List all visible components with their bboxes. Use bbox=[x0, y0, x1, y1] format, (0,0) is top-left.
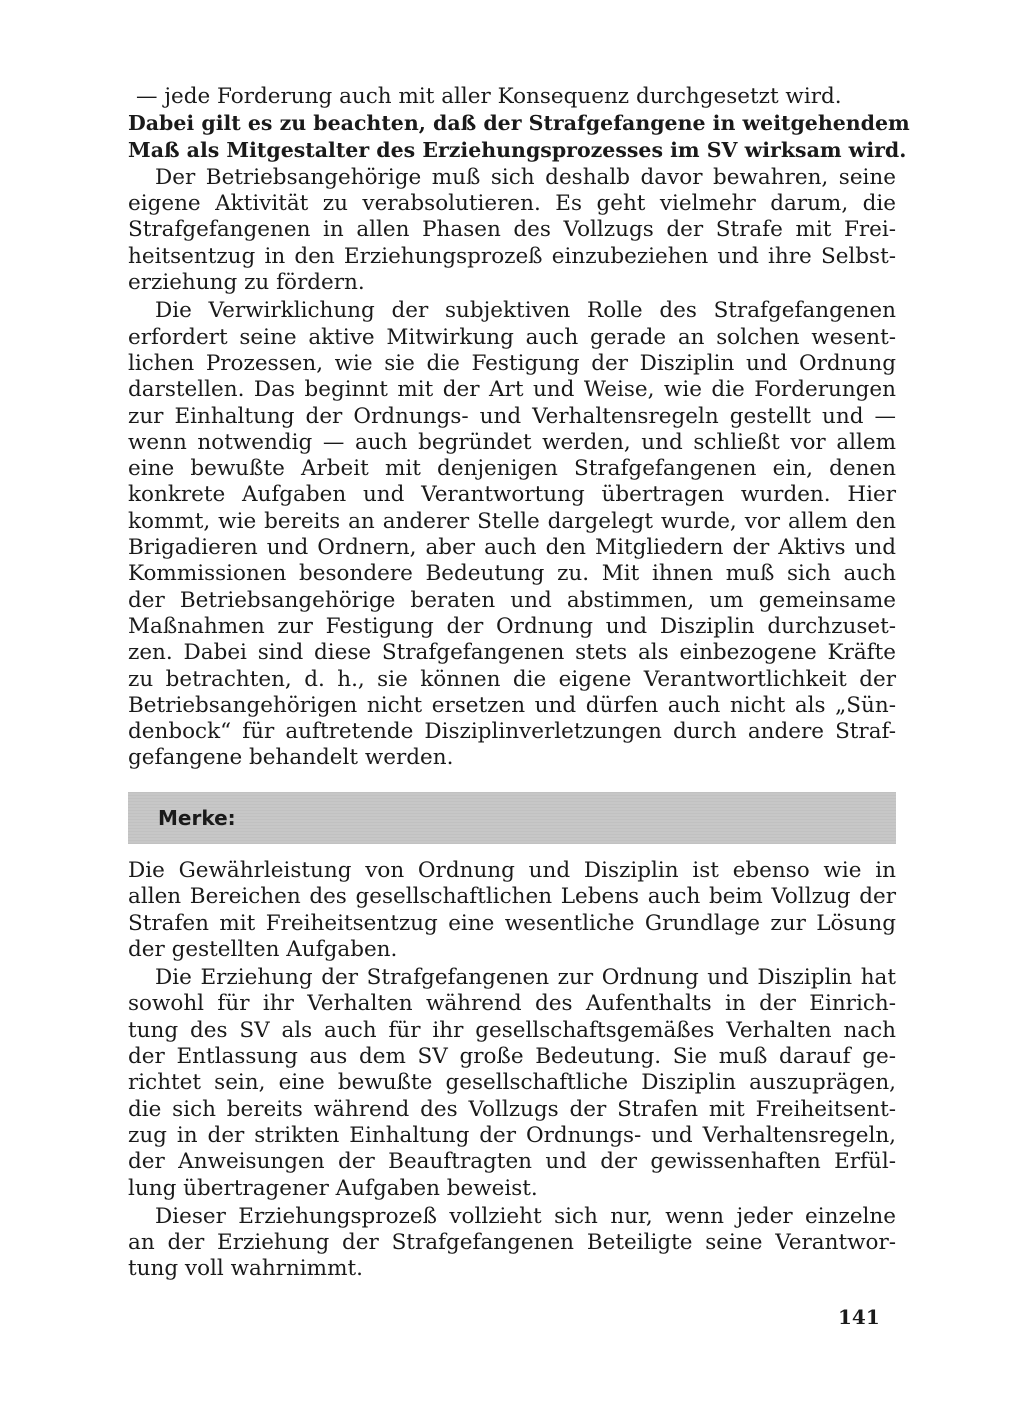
text-line: Strafen mit Freiheitsentzug eine wesentliche Grundlage zur Lösung bbox=[128, 910, 896, 936]
bold-line: Dabei gilt es zu beachten, daß der Strafgefangene in weitgehendem bbox=[128, 111, 910, 136]
text-line: Die Gewährleistung von Ordnung und Disziplin ist ebenso wie in bbox=[128, 858, 896, 883]
text-line: der gestellten Aufgaben. bbox=[128, 936, 398, 962]
merke-label: Merke: bbox=[158, 806, 236, 830]
text-line: Der Betriebsangehörige muß sich deshalb davor bewahren, seine bbox=[155, 164, 896, 190]
text-line: Kommissionen besondere Bedeutung zu. Mit ihnen muß sich auch bbox=[128, 561, 896, 587]
intro-line: — jede Forderung auch mit aller Konsequenz durchgesetzt wird. bbox=[136, 84, 842, 109]
text-line: Brigadieren und Ordnern, aber auch den Mitgliedern der Aktivs und bbox=[128, 535, 896, 561]
bold-paragraph bbox=[128, 110, 910, 163]
text-line: tung voll wahrnimmt. bbox=[128, 1256, 363, 1282]
text-line: wenn notwendig — auch begründet werden, und schließt vor allem bbox=[128, 429, 896, 455]
upper-text-section bbox=[128, 84, 910, 772]
text-line: tung des SV als auch für ihr gesellschaftsgemäßes Verhalten nach bbox=[128, 1017, 896, 1043]
text-line: Dieser Erziehungsprozeß vollzieht sich nur, wenn jeder einzelne bbox=[155, 1203, 896, 1229]
text-line: lung übertragener Aufgaben beweist. bbox=[128, 1175, 538, 1201]
text-line: Die Verwirklichung der subjektiven Rolle des Strafgefangenen bbox=[155, 298, 896, 324]
text-line: sowohl für ihr Verhalten während des Aufenthalts in der Einrich- bbox=[128, 991, 896, 1017]
text-line: zen. Dabei sind diese Strafgefangenen stets als einbezogene Kräfte bbox=[128, 640, 896, 666]
text-line: an der Erziehung der Strafgefangenen Beteiligte seine Verantwor- bbox=[128, 1230, 896, 1256]
paragraph-2 bbox=[128, 298, 896, 771]
text-line: kommt, wie bereits an anderer Stelle dargelegt wurde, vor allem den bbox=[128, 508, 896, 534]
text-line: Die Erziehung der Strafgefangenen zur Ordnung und Disziplin hat bbox=[155, 965, 896, 991]
text-line: Maßnahmen zur Festigung der Ordnung und Disziplin durchzuset- bbox=[128, 613, 896, 639]
paragraph-4 bbox=[128, 965, 896, 1202]
text-line: zur Einhaltung der Ordnungs- und Verhaltensregeln gestellt und — bbox=[128, 403, 896, 429]
text-line: der Betriebsangehörige beraten und abstimmen, um gemeinsame bbox=[128, 587, 896, 613]
text-line: Betriebsangehörigen nicht ersetzen und dürfen auch nicht als „Sün- bbox=[128, 692, 896, 718]
text-line: der Entlassung aus dem SV große Bedeutung. Sie muß darauf ge- bbox=[128, 1044, 896, 1070]
paragraph-1 bbox=[128, 165, 896, 296]
text-line: zu betrachten, d. h., sie können die eigene Verantwortlichkeit der bbox=[128, 666, 896, 692]
text-line: zug in der strikten Einhaltung der Ordnungs- und Verhaltensregeln, bbox=[128, 1122, 896, 1148]
text-line: heitsentzug in den Erziehungsprozeß einzubeziehen und ihre Selbst- bbox=[128, 243, 896, 269]
text-line: erfordert seine aktive Mitwirkung auch gerade an solchen wesent- bbox=[128, 324, 896, 350]
text-line: richtet sein, eine bewußte gesellschaftliche Disziplin auszuprägen, bbox=[128, 1070, 896, 1096]
paragraph-5 bbox=[128, 1204, 896, 1283]
text-line: eigene Aktivität zu verabsolutieren. Es geht vielmehr darum, die bbox=[128, 191, 896, 217]
text-line: lichen Prozessen, wie sie die Festigung der Disziplin und Ordnung bbox=[128, 350, 896, 376]
paragraph-3 bbox=[128, 858, 896, 963]
text-line: gefangene behandelt werden. bbox=[128, 745, 454, 771]
text-line: die sich bereits während des Vollzugs der Strafen mit Freiheitsent- bbox=[128, 1096, 896, 1122]
bold-line: Maß als Mitgestalter des Erziehungsprozesses im SV wirksam wird. bbox=[128, 137, 907, 162]
text-line: der Anweisungen der Beauftragten und der gewissenhaften Erfül- bbox=[128, 1149, 896, 1175]
text-line: denbock“ für auftretende Disziplinverletzungen durch andere Straf- bbox=[128, 719, 896, 745]
text-line: Strafgefangenen in allen Phasen des Vollzugs der Strafe mit Frei- bbox=[128, 217, 896, 243]
text-line: erziehung zu fördern. bbox=[128, 270, 365, 296]
text-line: allen Bereichen des gesellschaftlichen Lebens auch beim Vollzug der bbox=[128, 884, 896, 910]
text-line: eine bewußte Arbeit mit denjenigen Strafgefangenen ein, denen bbox=[128, 456, 896, 482]
lower-text-section bbox=[128, 858, 896, 1283]
page-number: 141 bbox=[838, 1305, 880, 1329]
text-line: darstellen. Das beginnt mit der Art und Weise, wie die Forderungen bbox=[128, 377, 896, 403]
text-line: konkrete Aufgaben und Verantwortung übertragen wurden. Hier bbox=[128, 482, 896, 508]
merke-box bbox=[128, 792, 896, 844]
